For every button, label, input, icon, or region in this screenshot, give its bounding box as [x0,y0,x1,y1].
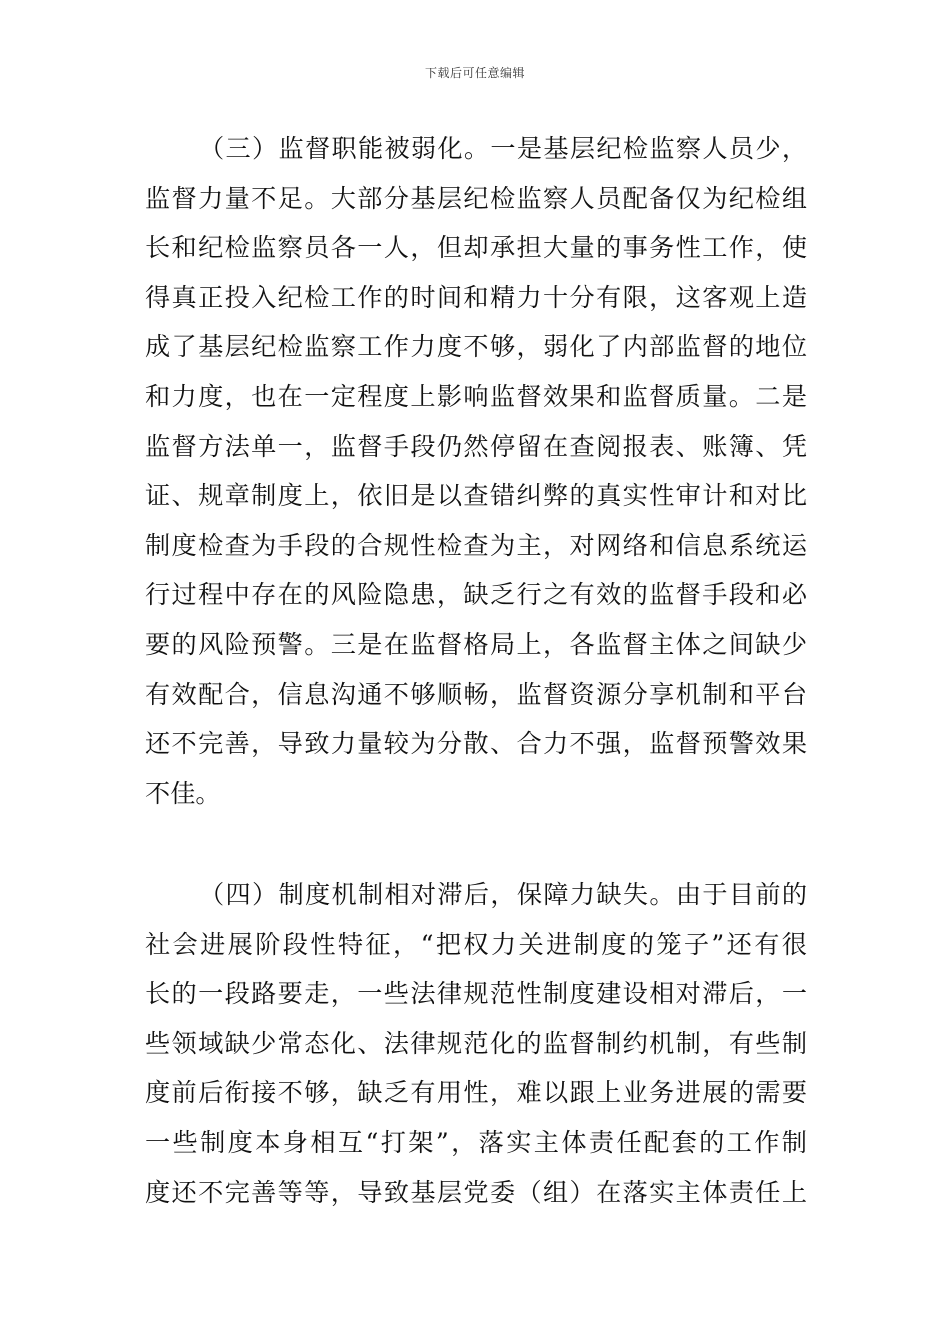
paragraph-institution [145,870,807,1217]
text-line: 还不完善，导致力量较为分散、合力不强，监督预警效果 [145,729,807,759]
text-line: 长和纪检监察员各一人，但却承担大量的事务性工作，使 [145,233,807,263]
text-line: 度还不完善等等，导致基层党委（组）在落实主体责任上 [145,1177,807,1207]
text-line: 得真正投入纪检工作的时间和精力十分有限，这客观上造 [145,282,807,312]
text-line: 度前后衔接不够，缺乏有用性，难以跟上业务进展的需要 [145,1078,807,1108]
text-line: 制度检查为手段的合规性检查为主，对网络和信息系统运 [145,530,807,560]
text-line: 和力度，也在一定程度上影响监督效果和监督质量。二是 [145,381,807,411]
text-line: 些领域缺少常态化、法律规范化的监督制约机制，有些制 [145,1028,807,1058]
text-line: 长的一段路要走，一些法律规范性制度建设相对滞后，一 [145,979,807,1009]
text-line: 社会进展阶段性特征，“把权力关进制度的笼子”还有很 [145,929,807,959]
page-header: 下载后可任意编辑 [424,66,525,80]
text-line: （四）制度机制相对滞后，保障力缺失。由于目前的 [199,880,807,909]
text-line: 不佳。 [145,778,221,808]
text-line: 行过程中存在的风险隐患，缺乏行之有效的监督手段和必 [145,580,807,610]
text-line: （三）监督职能被弱化。一是基层纪检监察人员少， [199,134,807,163]
paragraph-supervision [145,124,807,818]
text-line: 成了基层纪检监察工作力度不够，弱化了内部监督的地位 [145,332,807,362]
text-line: 一些制度本身相互“打架”，落实主体责任配套的工作制 [145,1127,807,1157]
text-line: 证、规章制度上，依旧是以查错纠弊的真实性审计和对比 [145,481,807,511]
text-line: 要的风险预警。三是在监督格局上，各监督主体之间缺少 [145,629,807,659]
text-line: 监督方法单一，监督手段仍然停留在查阅报表、账簿、凭 [145,431,807,461]
text-line: 有效配合，信息沟通不够顺畅，监督资源分享机制和平台 [145,679,807,709]
text-line: 监督力量不足。大部分基层纪检监察人员配备仅为纪检组 [145,183,807,213]
